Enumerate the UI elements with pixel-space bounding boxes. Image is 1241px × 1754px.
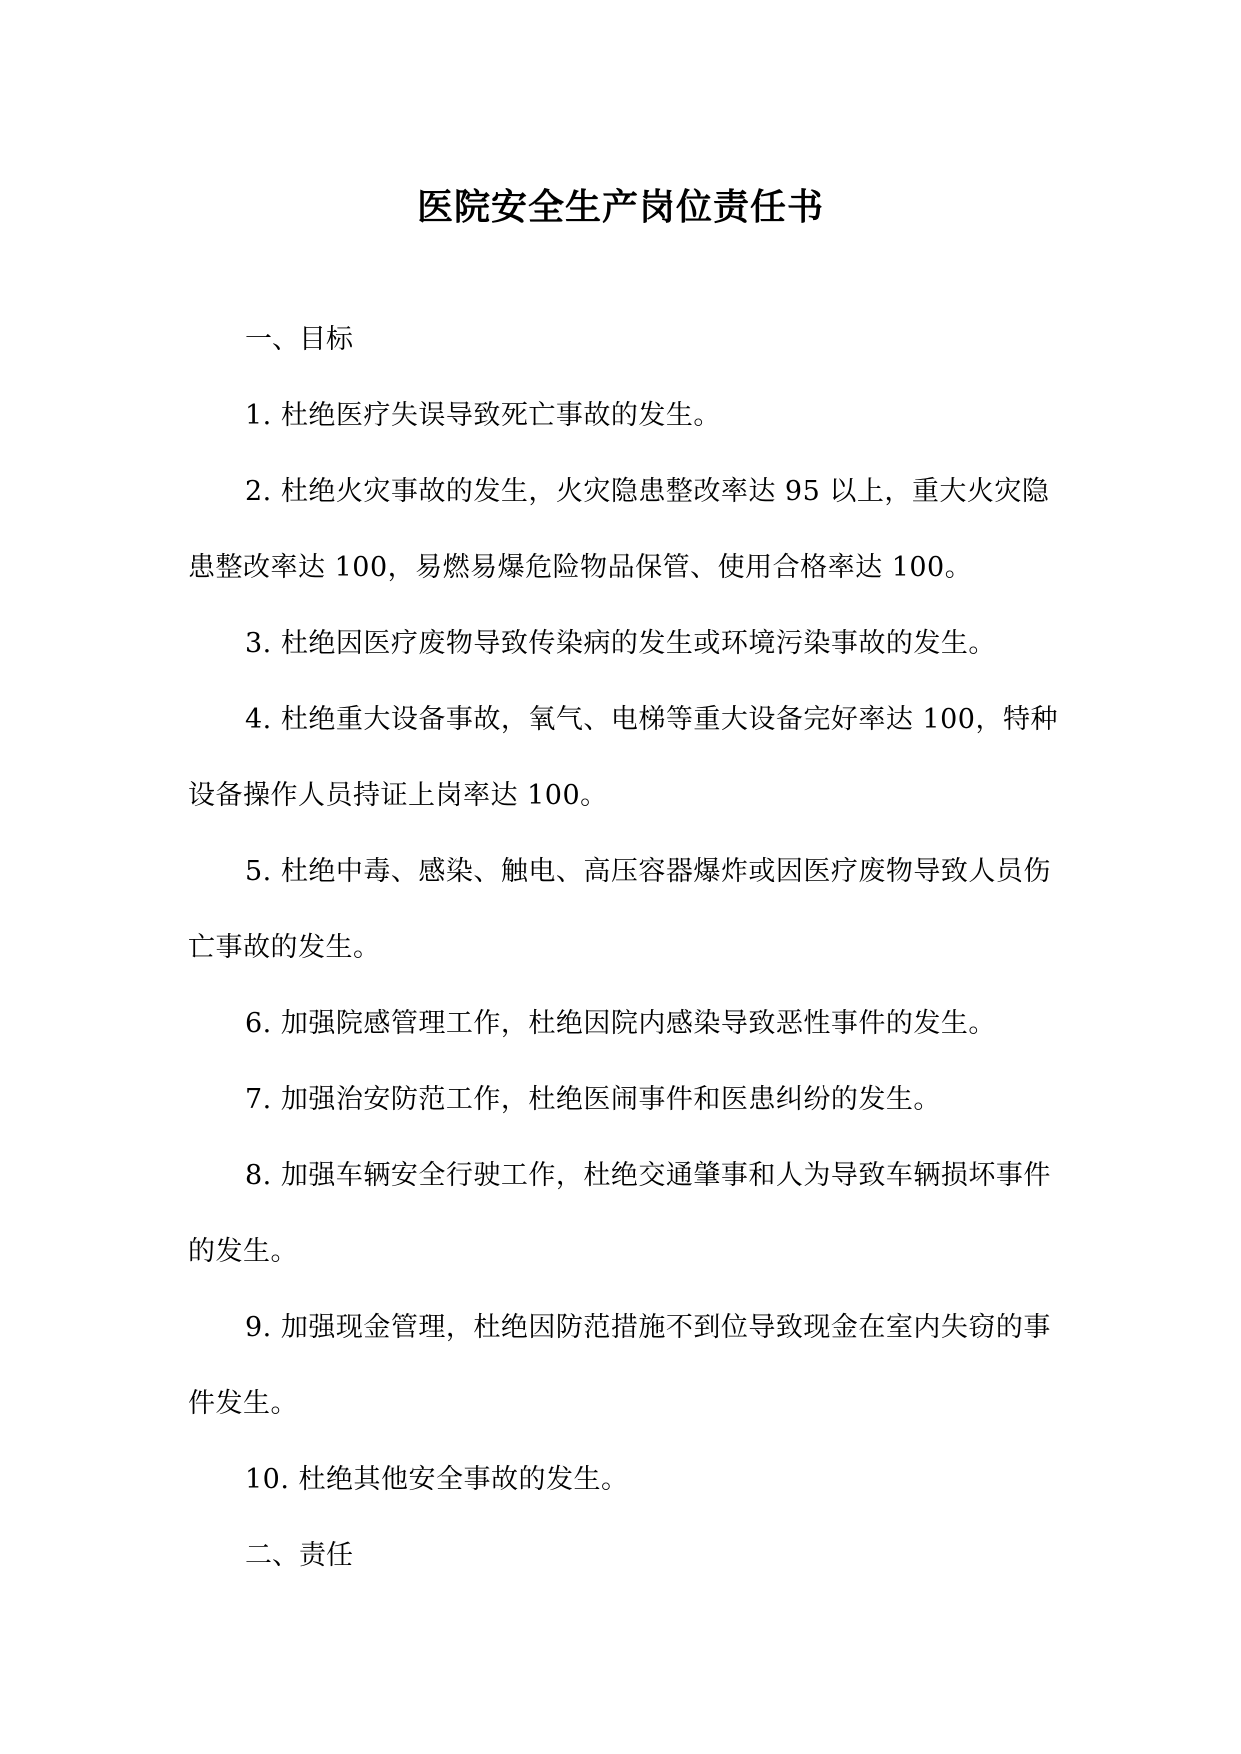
document-body xyxy=(188,302,1058,1594)
section-heading-goals: 一、目标 xyxy=(245,324,353,355)
goal-item-6: 6. 加强院感管理工作，杜绝因院内感染导致恶性事件的发生。 xyxy=(245,1008,996,1039)
goal-item-7: 7. 加强治安防范工作，杜绝医闹事件和医患纠纷的发生。 xyxy=(245,1084,941,1115)
goal-item-9: 9. 加强现金管理，杜绝因防范措施不到位导致现金在室内失窃的事件发生。 xyxy=(188,1312,1051,1419)
goal-item-1: 1. 杜绝医疗失误导致死亡事故的发生。 xyxy=(245,400,721,431)
goal-item-4: 4. 杜绝重大设备事故，氧气、电梯等重大设备完好率达 100，特种设备操作人员持证上岗率达 100。 xyxy=(188,704,1058,811)
goal-item-5: 5. 杜绝中毒、感染、触电、高压容器爆炸或因医疗废物导致人员伤亡事故的发生。 xyxy=(188,856,1051,963)
goal-item-10: 10. 杜绝其他安全事故的发生。 xyxy=(245,1464,629,1495)
goal-item-2: 2. 杜绝火灾事故的发生，火灾隐患整改率达 95 以上，重大火灾隐患整改率达 100，易燃易爆危险物品保管、使用合格率达 100。 xyxy=(188,476,1050,583)
document-title: 医院安全生产岗位责任书 xyxy=(416,186,824,228)
goal-item-3: 3. 杜绝因医疗废物导致传染病的发生或环境污染事故的发生。 xyxy=(245,628,996,659)
section-heading-responsibility: 二、责任 xyxy=(245,1540,353,1571)
goal-item-8: 8. 加强车辆安全行驶工作，杜绝交通肇事和人为导致车辆损坏事件的发生。 xyxy=(188,1160,1051,1267)
